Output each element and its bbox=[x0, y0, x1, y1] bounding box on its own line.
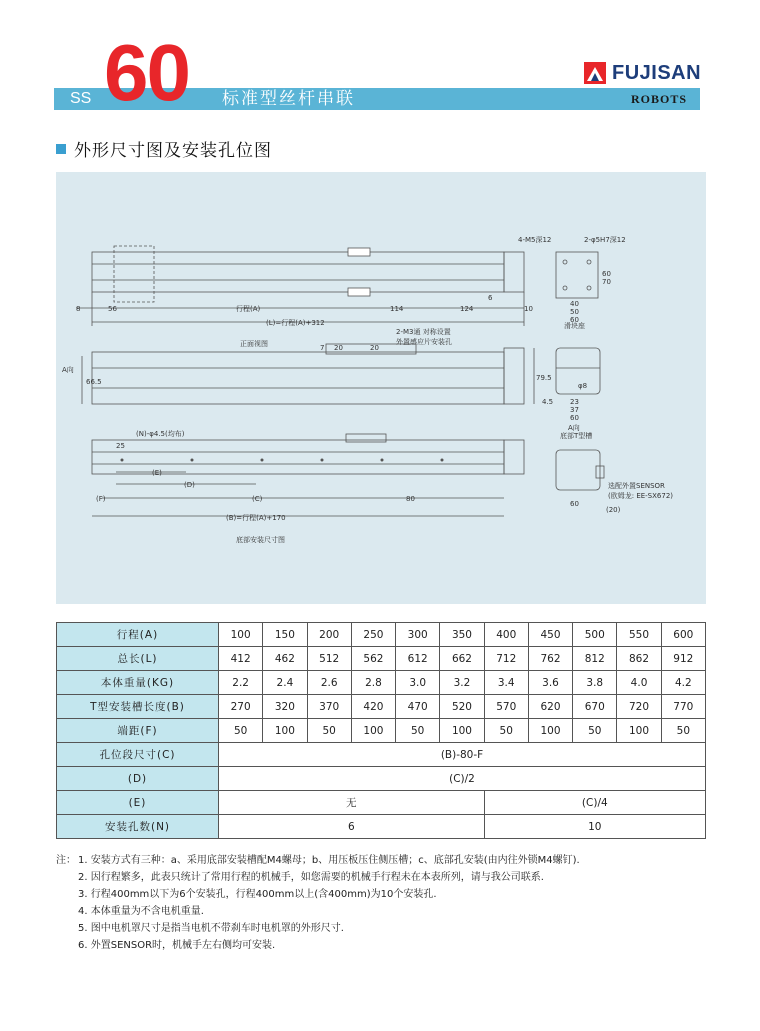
cell: 500 bbox=[573, 623, 617, 647]
cell: 420 bbox=[351, 695, 395, 719]
cell: 862 bbox=[617, 647, 661, 671]
cell: 562 bbox=[351, 647, 395, 671]
dim-60b: 60 bbox=[602, 270, 611, 278]
cell: 770 bbox=[661, 695, 705, 719]
cell: 50 bbox=[396, 719, 440, 743]
note-item bbox=[56, 886, 580, 903]
dim-37: 37 bbox=[570, 406, 579, 414]
dim-6: 6 bbox=[488, 294, 493, 302]
sensor-view bbox=[556, 450, 600, 490]
dim-c: (C) bbox=[252, 495, 263, 503]
label-a-view: A向 bbox=[568, 424, 580, 432]
dim-56: 56 bbox=[108, 305, 117, 313]
cell: 4.2 bbox=[661, 671, 705, 695]
row-header: 总长(L) bbox=[57, 647, 219, 671]
note-item bbox=[56, 903, 580, 920]
label-sensor-hole: 外置感应片安装孔 bbox=[396, 338, 452, 346]
cell: 612 bbox=[396, 647, 440, 671]
cell: 4.0 bbox=[617, 671, 661, 695]
cell: 270 bbox=[219, 695, 263, 719]
note-text: 本体重量为不含电机重量. bbox=[90, 906, 204, 917]
note-text: 外置SENSOR时，机械手左右侧均可安装. bbox=[90, 940, 276, 951]
cell: 462 bbox=[263, 647, 307, 671]
front-view-body bbox=[92, 352, 504, 404]
dim-40: 40 bbox=[570, 300, 579, 308]
cell: 320 bbox=[263, 695, 307, 719]
label-a-dir: A向 bbox=[62, 366, 74, 374]
row-header: (D) bbox=[57, 767, 219, 791]
dim-79-5: 79.5 bbox=[536, 374, 552, 382]
cell: 812 bbox=[573, 647, 617, 671]
dim-d: (D) bbox=[184, 481, 195, 489]
table-row-d bbox=[57, 767, 706, 791]
cell: 3.2 bbox=[440, 671, 484, 695]
cell: 350 bbox=[440, 623, 484, 647]
dim-60a: 60 bbox=[570, 316, 579, 324]
dim-b-total: (B)=行程(A)+170 bbox=[226, 514, 286, 522]
section-title: 外形尺寸图及安装孔位图 bbox=[74, 141, 272, 161]
cell: (B)-80-F bbox=[219, 743, 706, 767]
note-item bbox=[56, 937, 580, 954]
cell: 670 bbox=[573, 695, 617, 719]
dim-20a: 20 bbox=[334, 344, 343, 352]
dim-e: (E) bbox=[152, 469, 162, 477]
cell: 50 bbox=[661, 719, 705, 743]
note-item bbox=[56, 852, 580, 869]
fujisan-logo-icon bbox=[584, 62, 606, 84]
brand-name: FUJISAN bbox=[612, 61, 702, 84]
dim-20c: (20) bbox=[606, 506, 621, 514]
dimension-drawing bbox=[56, 172, 706, 604]
bullet-square-icon bbox=[56, 144, 66, 154]
dim-4-5: 4.5 bbox=[542, 398, 554, 406]
label-slide-seat: 滑块座 bbox=[564, 322, 585, 330]
cell: 50 bbox=[573, 719, 617, 743]
cell: 912 bbox=[661, 647, 705, 671]
section-heading bbox=[56, 136, 272, 161]
cell: 3.8 bbox=[573, 671, 617, 695]
row-header: 端距(F) bbox=[57, 719, 219, 743]
cell: 520 bbox=[440, 695, 484, 719]
cell: 2.6 bbox=[307, 671, 351, 695]
cell: (C)/4 bbox=[484, 791, 705, 815]
cell: 100 bbox=[617, 719, 661, 743]
table-row-stroke bbox=[57, 623, 706, 647]
cell: 250 bbox=[351, 623, 395, 647]
cell: 3.0 bbox=[396, 671, 440, 695]
dim-phi8: φ8 bbox=[578, 382, 588, 390]
cell: 100 bbox=[528, 719, 572, 743]
model-number: 60 bbox=[104, 28, 189, 117]
dim-80: 80 bbox=[406, 495, 415, 503]
cell: 2.8 bbox=[351, 671, 395, 695]
label-bottom-view: 底部安装尺寸图 bbox=[236, 536, 285, 544]
cell: 10 bbox=[484, 815, 705, 839]
dim-70: 70 bbox=[602, 278, 611, 286]
note-no: 1. bbox=[78, 855, 88, 866]
dim-8: 8 bbox=[76, 305, 81, 313]
dim-f: (F) bbox=[96, 495, 106, 503]
cell: 600 bbox=[661, 623, 705, 647]
row-header: 本体重量(KG) bbox=[57, 671, 219, 695]
dim-20b: 20 bbox=[370, 344, 379, 352]
dim-stroke: 行程(A) bbox=[236, 305, 261, 313]
dim-23: 23 bbox=[570, 398, 579, 406]
cell: 2.4 bbox=[263, 671, 307, 695]
cell: 50 bbox=[307, 719, 351, 743]
cell: 450 bbox=[528, 623, 572, 647]
dim-114: 114 bbox=[390, 305, 404, 313]
table-row-weight bbox=[57, 671, 706, 695]
table-row-e bbox=[57, 791, 706, 815]
label-sensor-opt: 选配外置SENSOR bbox=[608, 482, 665, 490]
label-sensor-model: (欧姆龙: EE-SX672) bbox=[608, 492, 674, 500]
cell: 50 bbox=[484, 719, 528, 743]
note-item bbox=[56, 869, 580, 886]
series-prefix: SS bbox=[70, 90, 92, 107]
note-no: 6. bbox=[78, 940, 88, 951]
cell: 400 bbox=[484, 623, 528, 647]
cell: 720 bbox=[617, 695, 661, 719]
label-t-slot: 底部T型槽 bbox=[560, 432, 593, 440]
cell: (C)/2 bbox=[219, 767, 706, 791]
brand-sub: ROBOTS bbox=[630, 92, 687, 106]
brand-logo bbox=[584, 60, 701, 86]
cell: 662 bbox=[440, 647, 484, 671]
table-row-slot bbox=[57, 695, 706, 719]
dim-124: 124 bbox=[460, 305, 474, 313]
label-n-holes: (N)-φ4.5(均布) bbox=[136, 430, 185, 438]
cell: 6 bbox=[219, 815, 485, 839]
cell: 3.6 bbox=[528, 671, 572, 695]
label-pin: 2-φ5H7深12 bbox=[584, 236, 626, 244]
note-no: 3. bbox=[78, 889, 88, 900]
dim-7: 7 bbox=[320, 344, 325, 352]
cell: 200 bbox=[307, 623, 351, 647]
row-header: (E) bbox=[57, 791, 219, 815]
note-no: 4. bbox=[78, 906, 88, 917]
row-header: 行程(A) bbox=[57, 623, 219, 647]
slide-seat bbox=[556, 252, 598, 298]
drawing-canvas bbox=[56, 172, 706, 604]
label-m5: 4-M5深12 bbox=[518, 236, 552, 244]
cell: 570 bbox=[484, 695, 528, 719]
note-text: 因行程繁多，此表只统计了常用行程的机械手，如您需要的机械手行程未在本表所列，请与我公司联系. bbox=[90, 872, 544, 883]
label-front-view: 正面视图 bbox=[240, 340, 268, 348]
note-item bbox=[56, 920, 580, 937]
note-no: 2. bbox=[78, 872, 88, 883]
note-no: 5. bbox=[78, 923, 88, 934]
cell: 620 bbox=[528, 695, 572, 719]
cell: 712 bbox=[484, 647, 528, 671]
note-text: 安装方式有三种：a、采用底部安装槽配M4螺母；b、用压板压住侧压槽；c、底部孔安装(由内往外锁M4螺钉). bbox=[90, 855, 580, 866]
cell: 100 bbox=[219, 623, 263, 647]
note-text: 图中电机罩尺寸是指当电机不带刹车时电机罩的外形尺寸. bbox=[90, 923, 344, 934]
dim-50: 50 bbox=[570, 308, 579, 316]
spec-table bbox=[56, 622, 706, 839]
cell: 512 bbox=[307, 647, 351, 671]
cell: 无 bbox=[219, 791, 485, 815]
cell: 762 bbox=[528, 647, 572, 671]
cell: 50 bbox=[219, 719, 263, 743]
dim-10: 10 bbox=[524, 305, 533, 313]
cell: 3.4 bbox=[484, 671, 528, 695]
cell: 470 bbox=[396, 695, 440, 719]
notes bbox=[56, 852, 580, 954]
row-header: T型安装槽长度(B) bbox=[57, 695, 219, 719]
table-row-n bbox=[57, 815, 706, 839]
cell: 100 bbox=[351, 719, 395, 743]
cell: 150 bbox=[263, 623, 307, 647]
dim-total-length: (L)=行程(A)+312 bbox=[266, 319, 325, 327]
cell: 100 bbox=[440, 719, 484, 743]
table-row-end bbox=[57, 719, 706, 743]
cell: 550 bbox=[617, 623, 661, 647]
cell: 300 bbox=[396, 623, 440, 647]
cell: 2.2 bbox=[219, 671, 263, 695]
cell: 412 bbox=[219, 647, 263, 671]
cell: 370 bbox=[307, 695, 351, 719]
cell: 100 bbox=[263, 719, 307, 743]
dim-66-5: 66.5 bbox=[86, 378, 102, 386]
dim-60d: 60 bbox=[570, 500, 579, 508]
label-m3: 2-M3通 对称设置 bbox=[396, 328, 451, 336]
series-title: 标准型丝杆串联 bbox=[222, 89, 355, 109]
dim-60c: 60 bbox=[570, 414, 579, 422]
row-header: 安装孔数(N) bbox=[57, 815, 219, 839]
table-row-c bbox=[57, 743, 706, 767]
table-row-length bbox=[57, 647, 706, 671]
dim-25: 25 bbox=[116, 442, 125, 450]
row-header: 孔位段尺寸(C) bbox=[57, 743, 219, 767]
notes-prefix: 注： bbox=[56, 855, 76, 866]
note-text: 行程400mm以下为6个安装孔，行程400mm以上(含400mm)为10个安装孔. bbox=[90, 889, 437, 900]
